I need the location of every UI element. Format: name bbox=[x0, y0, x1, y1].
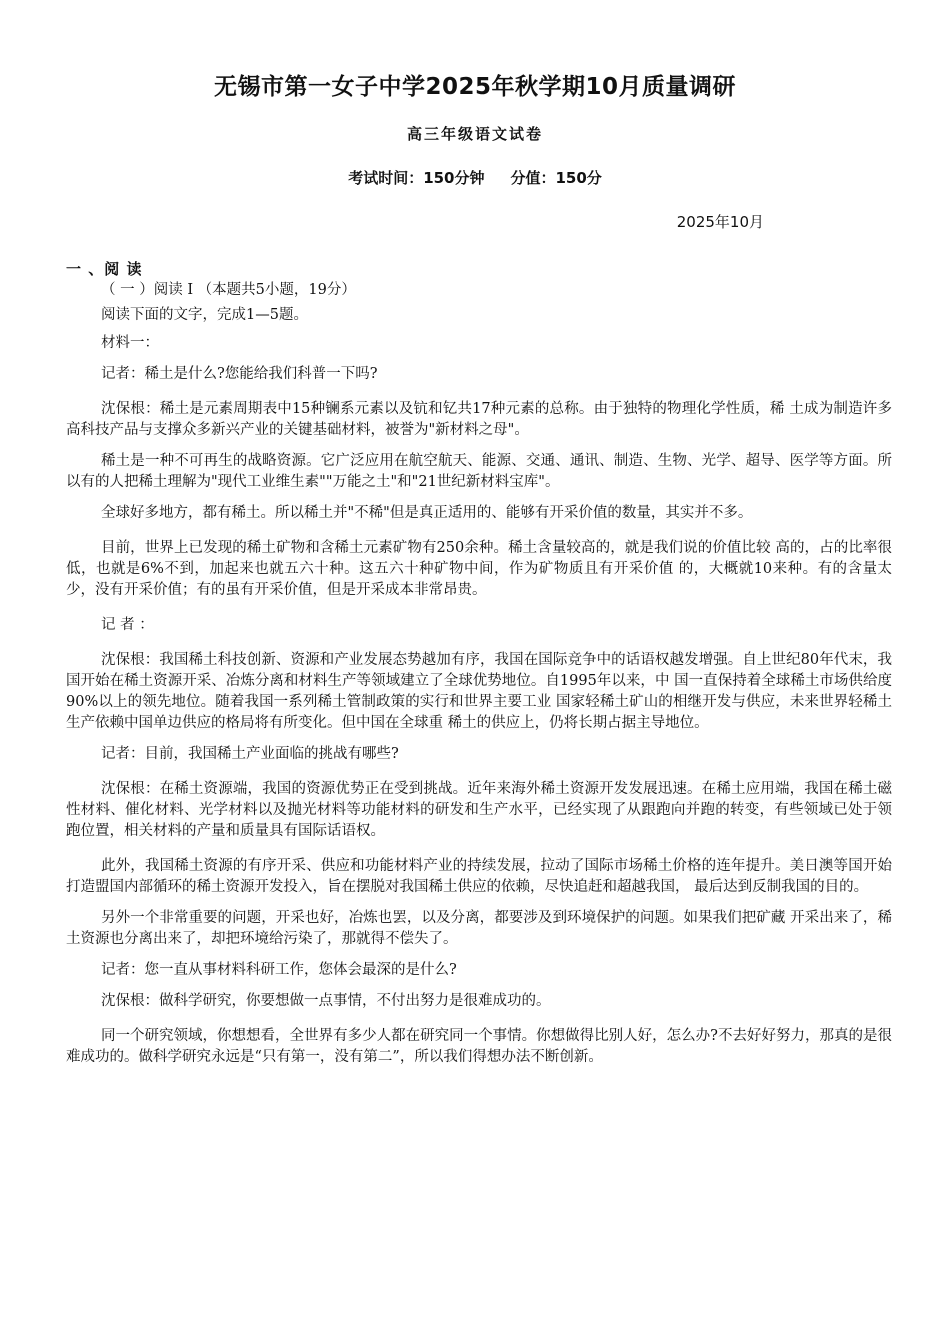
paragraph: 沈保根：在稀土资源端，我国的资源优势正在受到挑战。近年来海外稀土资源开发发展迅速。在稀土应用端，我国在稀土磁性材料、催化材料、光学材料以及抛光材料等功能材料的研发和生产水平，已经实现了从跟跑向并跑的转变，有些领域已处于领跑位置，相关材料的产量和质量具有国际话语权。 bbox=[66, 781, 892, 839]
paragraph: 阅读下面的文字，完成1—5题。 bbox=[101, 307, 308, 323]
reading-passage bbox=[66, 280, 892, 1068]
paragraph: （ 一 ）阅读 I （本题共5小题，19分） bbox=[101, 282, 356, 298]
paragraph: 同一个研究领域，你想想看，全世界有多少人都在研究同一个事情。你想做得比别人好，怎么办?不去好好努力，那真的是很难成功的。做科学研究永远是“只有第一，没有第二”，所以我们得想办法不断创新。 bbox=[66, 1028, 892, 1065]
paragraph: 目前，世界上已发现的稀土矿物和含稀土元素矿物有250余种。稀土含量较高的，就是我们说的价值比较 高的，占的比率很低，也就是6%不到，加起来也就五六十种。这五六十种矿物中间，作为矿物质且有开采价值 的，大概就10来种。有的含量太少，没有开采价值；有的虽有开采价值，但是开采成本非常昂贵。 bbox=[66, 540, 892, 598]
paragraph: 沈保根：稀土是元素周期表中15种镧系元素以及钪和钇共17种元素的总称。由于独特的物理化学性质，稀 土成为制造许多高科技产品与支撑众多新兴产业的关键基础材料，被誉为"新材料之母"。 bbox=[66, 401, 892, 438]
paragraph: 稀土是一种不可再生的战略资源。它广泛应用在航空航天、能源、交通、通讯、制造、生物、光学、超导、医学等方面。所以有的人把稀土理解为"现代工业维生素""万能之土"和"21世纪新材料宝库"。 bbox=[66, 453, 892, 490]
paragraph: 材料一： bbox=[101, 335, 159, 351]
paragraph: 此外，我国稀土资源的有序开采、供应和功能材料产业的持续发展，拉动了国际市场稀土价格的连年提升。美日澳等国开始打造盟国内部循环的稀土资源开发投入，旨在摆脱对我国稀土供应的依赖，尽快追赶和超越我国， 最后达到反制我国的目的。 bbox=[66, 858, 892, 895]
paragraph: 记者：目前，我国稀土产业面临的挑战有哪些? bbox=[101, 746, 399, 762]
paragraph: 沈保根：做科学研究，你要想做一点事情，不付出努力是很难成功的。 bbox=[101, 993, 551, 1009]
section-heading: 一 、阅 读 bbox=[66, 260, 143, 278]
exam-date: 2025年10月 bbox=[676, 213, 764, 231]
exam-meta bbox=[0, 167, 950, 188]
paragraph: 另外一个非常重要的问题，开采也好，冶炼也罢，以及分离，都要涉及到环境保护的问题。如果我们把矿藏 开采出来了，稀土资源也分离出来了，却把环境给污染了，那就得不偿失了。 bbox=[66, 910, 892, 947]
exam-subtitle: 高三年级语文试卷 bbox=[406, 125, 543, 143]
paragraph: 记 者 ： bbox=[101, 617, 154, 633]
exam-score: 分值：150分 bbox=[510, 169, 602, 187]
paragraph: 记者：您一直从事材料科研工作，您体会最深的是什么? bbox=[101, 962, 457, 978]
exam-time: 考试时间：150分钟 bbox=[348, 169, 485, 187]
paragraph: 沈保根：我国稀土科技创新、资源和产业发展态势越加有序，我国在国际竞争中的话语权越发增强。自上世纪80年代末，我国开始在稀土资源开采、冶炼分离和材料生产等领域建立了全球优势地位。自1995年以来，中 国一直保持着全球稀土市场供给度90%以上的领先地位。随着我国一系列稀土管制政策的实行和世界主要工业 国家轻稀土矿山的相继开发与供应，未来世界轻稀土生产依赖中国单边供应的格局将有所变化。但中国在全球重 稀土的供应上，仍将长期占据主导地位。 bbox=[66, 652, 892, 731]
paragraph: 记者：稀土是什么?您能给我们科普一下吗? bbox=[101, 366, 378, 382]
paragraph: 全球好多地方，都有稀土。所以稀土并"不稀"但是真正适用的、能够有开采价值的数量，其实并不多。 bbox=[101, 505, 753, 521]
exam-title: 无锡市第一女子中学2025年秋学期10月质量调研 bbox=[213, 74, 737, 100]
